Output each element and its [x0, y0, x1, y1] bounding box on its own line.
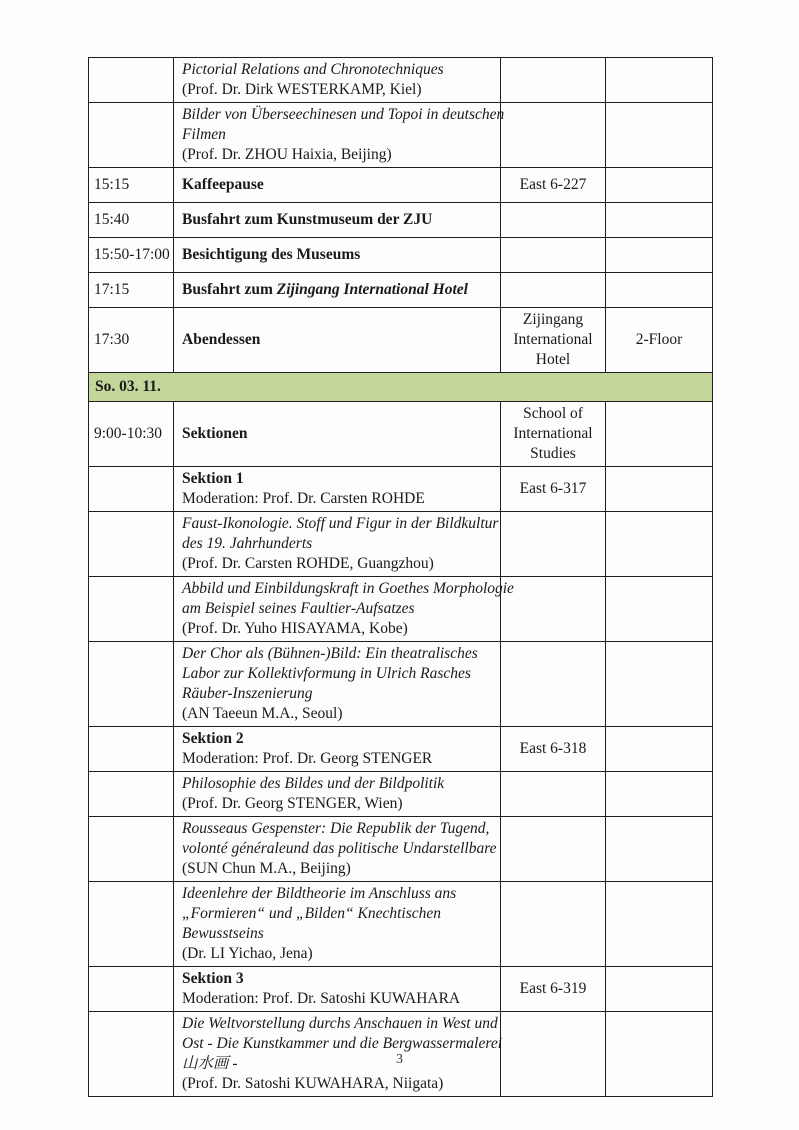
content-line — [182, 599, 498, 619]
time-cell: 15:40 — [89, 203, 174, 238]
content-line — [182, 904, 498, 924]
table-row — [89, 273, 713, 308]
talk-title-text: Pictorial Relations and Chronotechniques — [182, 61, 444, 78]
location-cell — [501, 512, 606, 577]
floor-cell — [606, 203, 713, 238]
content-line — [182, 245, 498, 265]
content-line — [182, 859, 498, 879]
conference-schedule-table — [88, 57, 713, 1097]
event-cell — [174, 817, 501, 882]
content-line — [182, 839, 498, 859]
event-cell — [174, 238, 501, 273]
content-line — [182, 704, 498, 724]
floor-cell — [606, 402, 713, 467]
floor-cell — [606, 273, 713, 308]
day-header-cell: So. 03. 11. — [89, 373, 713, 402]
content-line — [182, 330, 498, 350]
content-line — [182, 554, 498, 574]
event-name-text: Busfahrt zum Kunstmuseum der ZJU — [182, 211, 433, 228]
content-line — [182, 514, 498, 534]
floor-cell — [606, 817, 713, 882]
talk-title-text: Abbild und Einbildungskraft in Goethes Morphologie — [182, 580, 514, 597]
talk-title-text: Ost - Die Kunstkammer und die Bergwassermalerei — [182, 1035, 503, 1052]
event-cell — [174, 967, 501, 1012]
location-cell — [501, 58, 606, 103]
event-cell — [174, 273, 501, 308]
table-row — [89, 577, 713, 642]
time-cell — [89, 882, 174, 967]
content-line — [182, 424, 498, 444]
event-cell — [174, 103, 505, 168]
floor-cell — [606, 103, 713, 168]
content-line — [182, 944, 498, 964]
floor-cell — [606, 882, 713, 967]
time-cell — [89, 58, 174, 103]
table-row — [89, 402, 713, 467]
table-row — [89, 772, 713, 817]
floor-cell — [606, 168, 713, 203]
talk-title-text: Räuber-Inszenierung — [182, 685, 313, 702]
time-cell — [89, 817, 174, 882]
event-cell — [174, 772, 501, 817]
speaker-text: Moderation: Prof. Dr. Satoshi KUWAHARA — [182, 990, 461, 1007]
location-cell — [501, 103, 606, 168]
event-name-text: Kaffeepause — [182, 176, 264, 193]
table-row — [89, 512, 713, 577]
event-cell — [174, 727, 501, 772]
time-cell: 9:00-10:30 — [89, 402, 174, 467]
time-cell: 17:30 — [89, 308, 174, 373]
content-line — [182, 1074, 498, 1094]
page-number: 3 — [396, 1052, 403, 1067]
floor-cell — [606, 58, 713, 103]
time-cell — [89, 512, 174, 577]
speaker-text: Moderation: Prof. Dr. Carsten ROHDE — [182, 490, 425, 507]
table-row — [89, 58, 713, 103]
floor-cell — [606, 642, 713, 727]
speaker-text: (Prof. Dr. Yuho HISAYAMA, Kobe) — [182, 620, 408, 637]
speaker-text: (AN Taeeun M.A., Seoul) — [182, 705, 343, 722]
event-name-text: Busfahrt zum — [182, 281, 277, 298]
floor-cell — [606, 772, 713, 817]
table-row — [89, 817, 713, 882]
table-row — [89, 882, 713, 967]
content-line — [182, 534, 498, 554]
time-cell — [89, 642, 174, 727]
content-line — [182, 579, 514, 599]
table-row — [89, 238, 713, 273]
time-cell — [89, 103, 174, 168]
time-cell — [89, 727, 174, 772]
content-line — [182, 644, 498, 664]
table-row — [89, 467, 713, 512]
location-cell — [501, 882, 606, 967]
talk-title-text: am Beispiel seines Faultier-Aufsatzes — [182, 600, 415, 617]
content-line — [182, 819, 498, 839]
location-cell — [501, 203, 606, 238]
talk-title-text: 山水画 - — [182, 1055, 238, 1072]
location-cell: Zijingang International Hotel — [501, 308, 606, 373]
content-line — [182, 729, 498, 749]
time-cell: 15:15 — [89, 168, 174, 203]
floor-cell — [606, 727, 713, 772]
floor-cell: 2-Floor — [606, 308, 713, 373]
speaker-text: (Prof. Dr. Georg STENGER, Wien) — [182, 795, 403, 812]
event-cell — [174, 203, 501, 238]
location-cell: East 6-318 — [501, 727, 606, 772]
time-cell — [89, 467, 174, 512]
event-cell — [174, 402, 501, 467]
floor-cell — [606, 467, 713, 512]
content-line — [182, 989, 498, 1009]
location-cell — [501, 238, 606, 273]
day-header-row — [89, 373, 713, 402]
speaker-text: (Prof. Dr. Dirk WESTERKAMP, Kiel) — [182, 81, 422, 98]
location-cell — [501, 817, 606, 882]
talk-title-text: Bilder von Überseechinesen und Topoi in deutschen — [182, 106, 505, 123]
location-cell — [501, 273, 606, 308]
talk-title-text: Faust-Ikonologie. Stoff und Figur in der Bildkultur — [182, 515, 499, 532]
talk-title-text: Filmen — [182, 126, 226, 143]
time-cell — [89, 772, 174, 817]
speaker-text: (Prof. Dr. Carsten ROHDE, Guangzhou) — [182, 555, 434, 572]
content-line — [182, 145, 498, 165]
event-cell — [174, 577, 514, 642]
content-line — [182, 884, 498, 904]
time-cell: 17:15 — [89, 273, 174, 308]
time-cell: 15:50-17:00 — [89, 238, 174, 273]
table-row — [89, 727, 713, 772]
talk-title-text: des 19. Jahrhunderts — [182, 535, 313, 552]
content-line — [182, 794, 498, 814]
speaker-text: (Prof. Dr. Satoshi KUWAHARA, Niigata) — [182, 1075, 444, 1092]
location-cell: East 6-317 — [501, 467, 606, 512]
time-cell — [89, 967, 174, 1012]
event-name-text: Abendessen — [182, 331, 261, 348]
event-cell — [174, 467, 501, 512]
talk-title-text: Rousseaus Gespenster: Die Republik der Tugend, — [182, 820, 490, 837]
speaker-text: Moderation: Prof. Dr. Georg STENGER — [182, 750, 433, 767]
event-name-text: Sektion 1 — [182, 470, 244, 487]
talk-title-text: Zijingang International Hotel — [276, 281, 468, 298]
talk-title-text: Der Chor als (Bühnen-)Bild: Ein theatralisches — [182, 645, 478, 662]
table-row — [89, 967, 713, 1012]
content-line — [182, 125, 498, 145]
content-line — [182, 175, 498, 195]
content-line — [182, 969, 498, 989]
event-name-text: Sektionen — [182, 425, 248, 442]
content-line — [182, 619, 498, 639]
content-line — [182, 469, 498, 489]
content-line — [182, 774, 498, 794]
content-line — [182, 80, 498, 100]
content-line — [182, 664, 498, 684]
table-row — [89, 168, 713, 203]
event-cell — [174, 882, 501, 967]
table-row — [89, 642, 713, 727]
event-cell — [174, 642, 501, 727]
location-cell — [501, 577, 606, 642]
location-cell: East 6-319 — [501, 967, 606, 1012]
talk-title-text: Bewusstseins — [182, 925, 264, 942]
speaker-text: (Prof. Dr. ZHOU Haixia, Beijing) — [182, 146, 392, 163]
talk-title-text: Ideenlehre der Bildtheorie im Anschluss ans — [182, 885, 457, 902]
location-cell — [501, 772, 606, 817]
location-cell: East 6-227 — [501, 168, 606, 203]
content-line — [182, 1014, 498, 1034]
floor-cell — [606, 512, 713, 577]
talk-title-text: Philosophie des Bildes und der Bildpolitik — [182, 775, 445, 792]
speaker-text: (Dr. LI Yichao, Jena) — [182, 945, 313, 962]
event-name-text: Sektion 2 — [182, 730, 244, 747]
event-name-text: Sektion 3 — [182, 970, 244, 987]
event-cell — [174, 58, 501, 103]
content-line — [182, 105, 505, 125]
table-row — [89, 103, 713, 168]
content-line — [182, 684, 498, 704]
speaker-text: (SUN Chun M.A., Beijing) — [182, 860, 351, 877]
content-line — [182, 1034, 503, 1054]
location-cell — [501, 642, 606, 727]
content-line — [182, 280, 498, 300]
content-line — [182, 60, 498, 80]
content-line — [182, 749, 498, 769]
talk-title-text: Die Weltvorstellung durchs Anschauen in West und — [182, 1015, 498, 1032]
location-cell: School of International Studies — [501, 402, 606, 467]
schedule-table-body — [89, 58, 713, 1097]
floor-cell — [606, 967, 713, 1012]
talk-title-text: „Formieren“ und „Bilden“ Knechtischen — [182, 905, 442, 922]
content-line — [182, 489, 498, 509]
table-row — [89, 203, 713, 238]
time-cell — [89, 577, 174, 642]
floor-cell — [606, 577, 713, 642]
event-cell — [174, 168, 501, 203]
event-cell — [174, 512, 501, 577]
content-line — [182, 924, 498, 944]
talk-title-text: Labor zur Kollektivformung in Ulrich Rasches — [182, 665, 471, 682]
event-name-text: Besichtigung des Museums — [182, 246, 361, 263]
floor-cell — [606, 238, 713, 273]
content-line — [182, 210, 498, 230]
talk-title-text: volonté généraleund das politische Undarstellbare — [182, 840, 497, 857]
table-row — [89, 308, 713, 373]
event-cell — [174, 308, 501, 373]
